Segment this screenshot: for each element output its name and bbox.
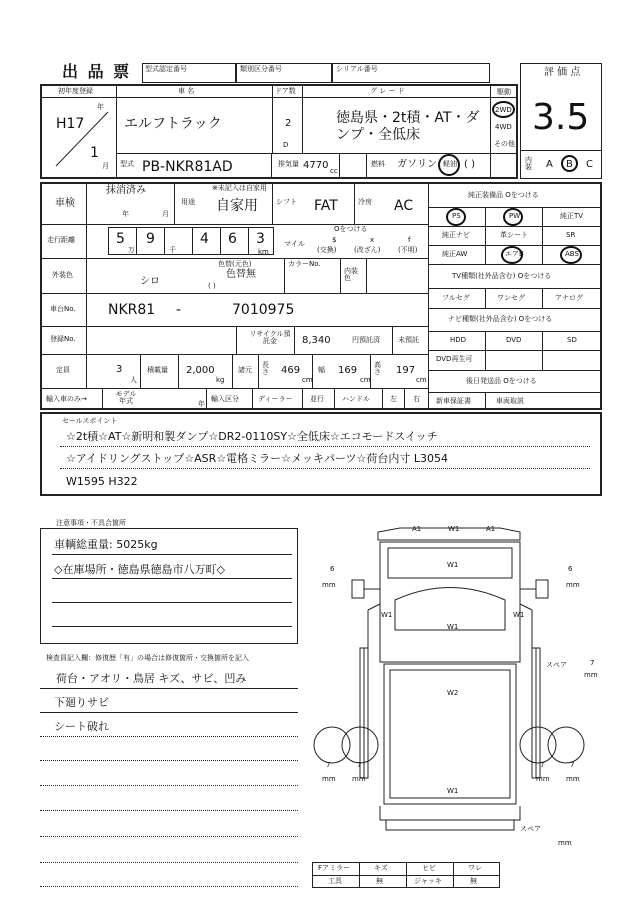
tire-tr-mm: mm — [566, 581, 580, 589]
tire-rl-value: 7 — [326, 761, 331, 769]
equip-item: エアB — [505, 250, 524, 258]
height-cm: cm — [416, 376, 427, 384]
model-year-label: モデル年式 — [115, 390, 137, 405]
tv-item: フルセグ — [442, 294, 470, 302]
mileage-exchange: (交換) — [317, 246, 337, 254]
notes-line: ◇在庫場所・徳島県徳島市八万町◇ — [54, 563, 225, 576]
recycle-value: 8,340 — [302, 335, 331, 346]
interior-b-circle — [561, 155, 578, 172]
load-label: 積載量 — [147, 366, 168, 374]
first-reg-label: 初年度登録 — [58, 87, 93, 95]
equip-item: 純正ナビ — [442, 231, 470, 239]
displacement-label: 排気量 — [278, 160, 299, 168]
mileage-unknown: (不明) — [398, 246, 418, 254]
inspector-line: 下廻りサビ — [54, 696, 109, 709]
tire-rr2-mm: mm — [566, 775, 580, 783]
diagram-w1-top: W1 — [448, 525, 460, 533]
mileage-f: f — [408, 236, 411, 244]
later-item: 新車保証書 — [436, 397, 471, 405]
tv-item: ワンセグ — [497, 294, 525, 302]
later-title: 後日発送品 Oをつける — [466, 377, 537, 385]
width-cm: cm — [360, 376, 371, 384]
import-parallel: 並行 — [310, 395, 324, 403]
color-label: 外装色 — [52, 271, 73, 279]
import-year: 年 — [198, 400, 205, 408]
legend-cell: Fアミラー — [318, 864, 351, 872]
legend-cell: 工具 — [328, 877, 342, 885]
first-reg-slash — [50, 108, 110, 168]
equip-item: PW — [509, 212, 521, 220]
drive-4wd: 4WD — [495, 123, 512, 131]
length-label: 長さ — [262, 361, 269, 376]
class-label: 類別区分番号 — [240, 65, 282, 73]
grade-line1: 徳島県・2t積・AT・ダ — [336, 110, 480, 126]
repaint-label: 色替(元色) — [218, 260, 252, 268]
diagram-a1-right: A1 — [486, 525, 496, 533]
equip-abs-circle — [560, 246, 582, 264]
odo-digit: 6 — [228, 231, 237, 247]
tire-tl-mm: mm — [322, 581, 336, 589]
tire-rl-mm: mm — [322, 775, 336, 783]
usage-label: 用途 — [181, 198, 195, 206]
width-label: 幅 — [318, 366, 325, 374]
capacity-person: 人 — [130, 376, 137, 384]
later-item: 車両取説 — [496, 397, 524, 405]
chassis-label: 車台No. — [50, 305, 76, 313]
odo-digit: 3 — [256, 231, 265, 247]
inspection-month: 月 — [162, 210, 169, 218]
fuel-gasoline: ガソリン — [397, 159, 437, 170]
chassis-dash: - — [176, 302, 182, 318]
tire-rr-mm: mm — [536, 775, 550, 783]
shift-value: FAT — [314, 198, 338, 214]
sales-point-line: W1595 H322 — [66, 475, 138, 488]
odo-digit: 4 — [200, 231, 209, 247]
form-title: 出 品 票 — [62, 62, 132, 81]
legend-cell: ヒビ — [422, 864, 436, 872]
year-label: 年 — [97, 103, 104, 111]
spare-mm: mm — [558, 839, 572, 847]
tire-rl2-mm: mm — [352, 775, 366, 783]
import-label: 輸入車のみ→ — [46, 395, 87, 403]
inspection-year: 年 — [122, 210, 129, 218]
eval-label: 評 価 点 — [544, 67, 581, 78]
mileage-x: x — [370, 236, 375, 244]
drive-2wd: 2WD — [495, 106, 512, 114]
equip-item: 純正AW — [442, 250, 468, 258]
equip-pw-circle — [503, 208, 523, 226]
import-dealer: ディーラー — [258, 395, 293, 403]
mile-label: マイル — [284, 240, 305, 248]
type-cert-label: 型式認定番号 — [145, 65, 187, 73]
ac-value: AC — [394, 198, 414, 214]
navi-item: HDD — [450, 336, 467, 344]
tv-item: アナログ — [555, 294, 583, 302]
tire-rr2-value: 7 — [570, 761, 575, 769]
fuel-label: 燃料 — [371, 160, 385, 168]
equip-airbag-circle — [501, 246, 523, 264]
equip-item: 純正TV — [560, 212, 584, 220]
handle-right: 右 — [413, 395, 420, 403]
odo-digit: 9 — [146, 231, 155, 247]
doors-value: 2 — [285, 118, 292, 129]
legend-cell: 無 — [470, 877, 477, 885]
equip-item: 革シート — [500, 231, 528, 239]
drive-other: その他 — [494, 140, 515, 148]
chassis-prefix: NKR81 — [108, 302, 156, 318]
spare-label: スペア — [520, 825, 541, 833]
odo-man: 万 — [128, 246, 135, 254]
sales-point-line: ☆アイドリングストップ☆ASR☆電格ミラー☆メッキパーツ☆荷台内寸 L3054 — [66, 452, 448, 465]
shift-label: シフト — [276, 198, 297, 206]
registration-label: 登録No. — [50, 335, 76, 343]
model-label: 型式 — [120, 160, 134, 168]
color-no-label: カラーNo. — [288, 260, 321, 268]
inspector-label: 検査員記入欄：修復歴「有」の場合は修復箇所・交換箇所を記入 — [46, 654, 249, 662]
fuel-diesel-circle — [438, 154, 460, 176]
navi-item: SD — [567, 336, 577, 344]
color-value: シロ — [140, 276, 160, 287]
spare-label: スペア — [546, 661, 567, 669]
equip-ps-circle — [446, 208, 466, 226]
diagram-w1: W1 — [513, 611, 525, 619]
navi-title: ナビ種類(社外品含む) Oをつける — [448, 315, 553, 323]
capacity-label: 定員 — [56, 366, 70, 374]
doors-label: ドア数 — [275, 87, 296, 95]
month-label: 月 — [102, 162, 109, 170]
legend-cell: キズ — [374, 864, 388, 872]
diagram-w1: W1 — [447, 561, 459, 569]
load-value: 2,000 — [186, 365, 215, 376]
first-reg-month: 1 — [90, 145, 99, 161]
odo-digit: 5 — [116, 231, 125, 247]
load-kg: kg — [216, 376, 225, 384]
equip-item: PS — [452, 212, 461, 220]
height-value: 197 — [396, 365, 416, 376]
car-name-label: 車 名 — [178, 87, 195, 95]
recycle-unpaid: 未預託 — [398, 336, 419, 344]
usage-note: ※未記入は自家用 — [212, 184, 267, 192]
drive-2wd-circle — [492, 101, 515, 118]
grade-label: グ レ ー ド — [370, 87, 405, 95]
handle-left: 左 — [390, 395, 397, 403]
diagram-a1-left: A1 — [412, 525, 422, 533]
length-value: 469 — [281, 365, 301, 376]
mileage-label: 走行距離 — [47, 236, 75, 244]
equip-item: SR — [566, 231, 576, 239]
tire-tl-value: 6 — [330, 565, 335, 573]
inspection-status: 抹消済み — [106, 185, 146, 196]
tv-title: TV種類(社外品含む) Oをつける — [452, 272, 552, 280]
chassis-number: 7010975 — [232, 302, 295, 318]
interior-label: 内装 — [525, 156, 532, 171]
fuel-diesel: 軽油 — [443, 160, 457, 168]
car-name: エルフトラック — [124, 116, 222, 132]
model-value: PB-NKR81AD — [142, 159, 233, 175]
cc-label: cc — [330, 167, 338, 175]
ac-label: 冷房 — [358, 198, 372, 206]
inspection-label: 車検 — [55, 198, 75, 209]
equip-item: ABS — [565, 250, 579, 258]
tire-tr-value: 6 — [568, 565, 573, 573]
mileage-circle-note: Oをつける — [334, 225, 368, 233]
fuel-paren: ( ) — [464, 159, 475, 170]
legend-cell: ジャッキ — [414, 877, 442, 885]
diagram-w2: W2 — [447, 689, 459, 697]
grade-line2: ンプ・全低床 — [336, 127, 420, 143]
serial-label: シリアル番号 — [336, 65, 378, 73]
eval-score: 3.5 — [532, 97, 590, 138]
doors-sub: D — [283, 141, 289, 149]
spare-mm: mm — [584, 671, 598, 679]
dims-label: 諸元 — [238, 366, 252, 374]
drive-label: 駆動 — [497, 88, 511, 96]
handle-label: ハンドル — [342, 395, 370, 403]
displacement-value: 4770 — [303, 160, 329, 171]
navi-item: DVD — [506, 336, 522, 344]
inspector-line: 荷台・アオリ・鳥居 キズ、サビ、凹み — [56, 672, 247, 685]
navi-dvd: DVD再生可 — [436, 355, 473, 363]
tire-rl2-value: 7 — [357, 761, 362, 769]
recycle-label: リサイクル預託金 — [249, 330, 291, 345]
mileage-dollar: $ — [332, 236, 337, 244]
spare-value: 7 — [590, 659, 595, 667]
width-value: 169 — [338, 365, 358, 376]
repaint-paren: ( ) — [208, 282, 216, 290]
import-class-label: 輸入区分 — [211, 395, 239, 403]
odo-km: km — [258, 248, 269, 256]
capacity-value: 3 — [116, 364, 123, 375]
usage-value: 自家用 — [216, 198, 258, 214]
interior-a: A — [546, 159, 553, 170]
height-label: 高さ — [374, 361, 381, 376]
inspector-line: シート破れ — [54, 720, 109, 733]
tire-rr-value: 7 — [540, 761, 545, 769]
sales-points-label: セールスポイント — [62, 417, 118, 425]
recycle-status: 円預託済 — [352, 336, 380, 344]
odo-sen: 千 — [169, 246, 176, 254]
legend-cell: ワレ — [468, 864, 482, 872]
legend-cell: 無 — [376, 877, 383, 885]
interior-b: B — [566, 159, 573, 170]
first-reg-era: H17 — [56, 116, 85, 132]
interior-color-label: 内装色 — [344, 267, 358, 282]
mileage-modified: (改ざん) — [354, 246, 381, 254]
notes-label: 注意事項・不具合箇所 — [56, 519, 126, 527]
repaint-value: 色替無 — [226, 269, 256, 280]
length-cm: cm — [302, 376, 313, 384]
interior-c: C — [586, 159, 593, 170]
notes-line: 車輌総重量: 5025kg — [54, 538, 158, 551]
diagram-w1: W1 — [381, 611, 393, 619]
equipment-title: 純正装備品 Oをつける — [468, 191, 539, 199]
diagram-w1: W1 — [447, 623, 459, 631]
sales-point-line: ☆2t積☆AT☆新明和製ダンプ☆DR2-0110SY☆全低床☆エコモードスイッチ — [66, 430, 438, 443]
diagram-w1: W1 — [447, 787, 459, 795]
